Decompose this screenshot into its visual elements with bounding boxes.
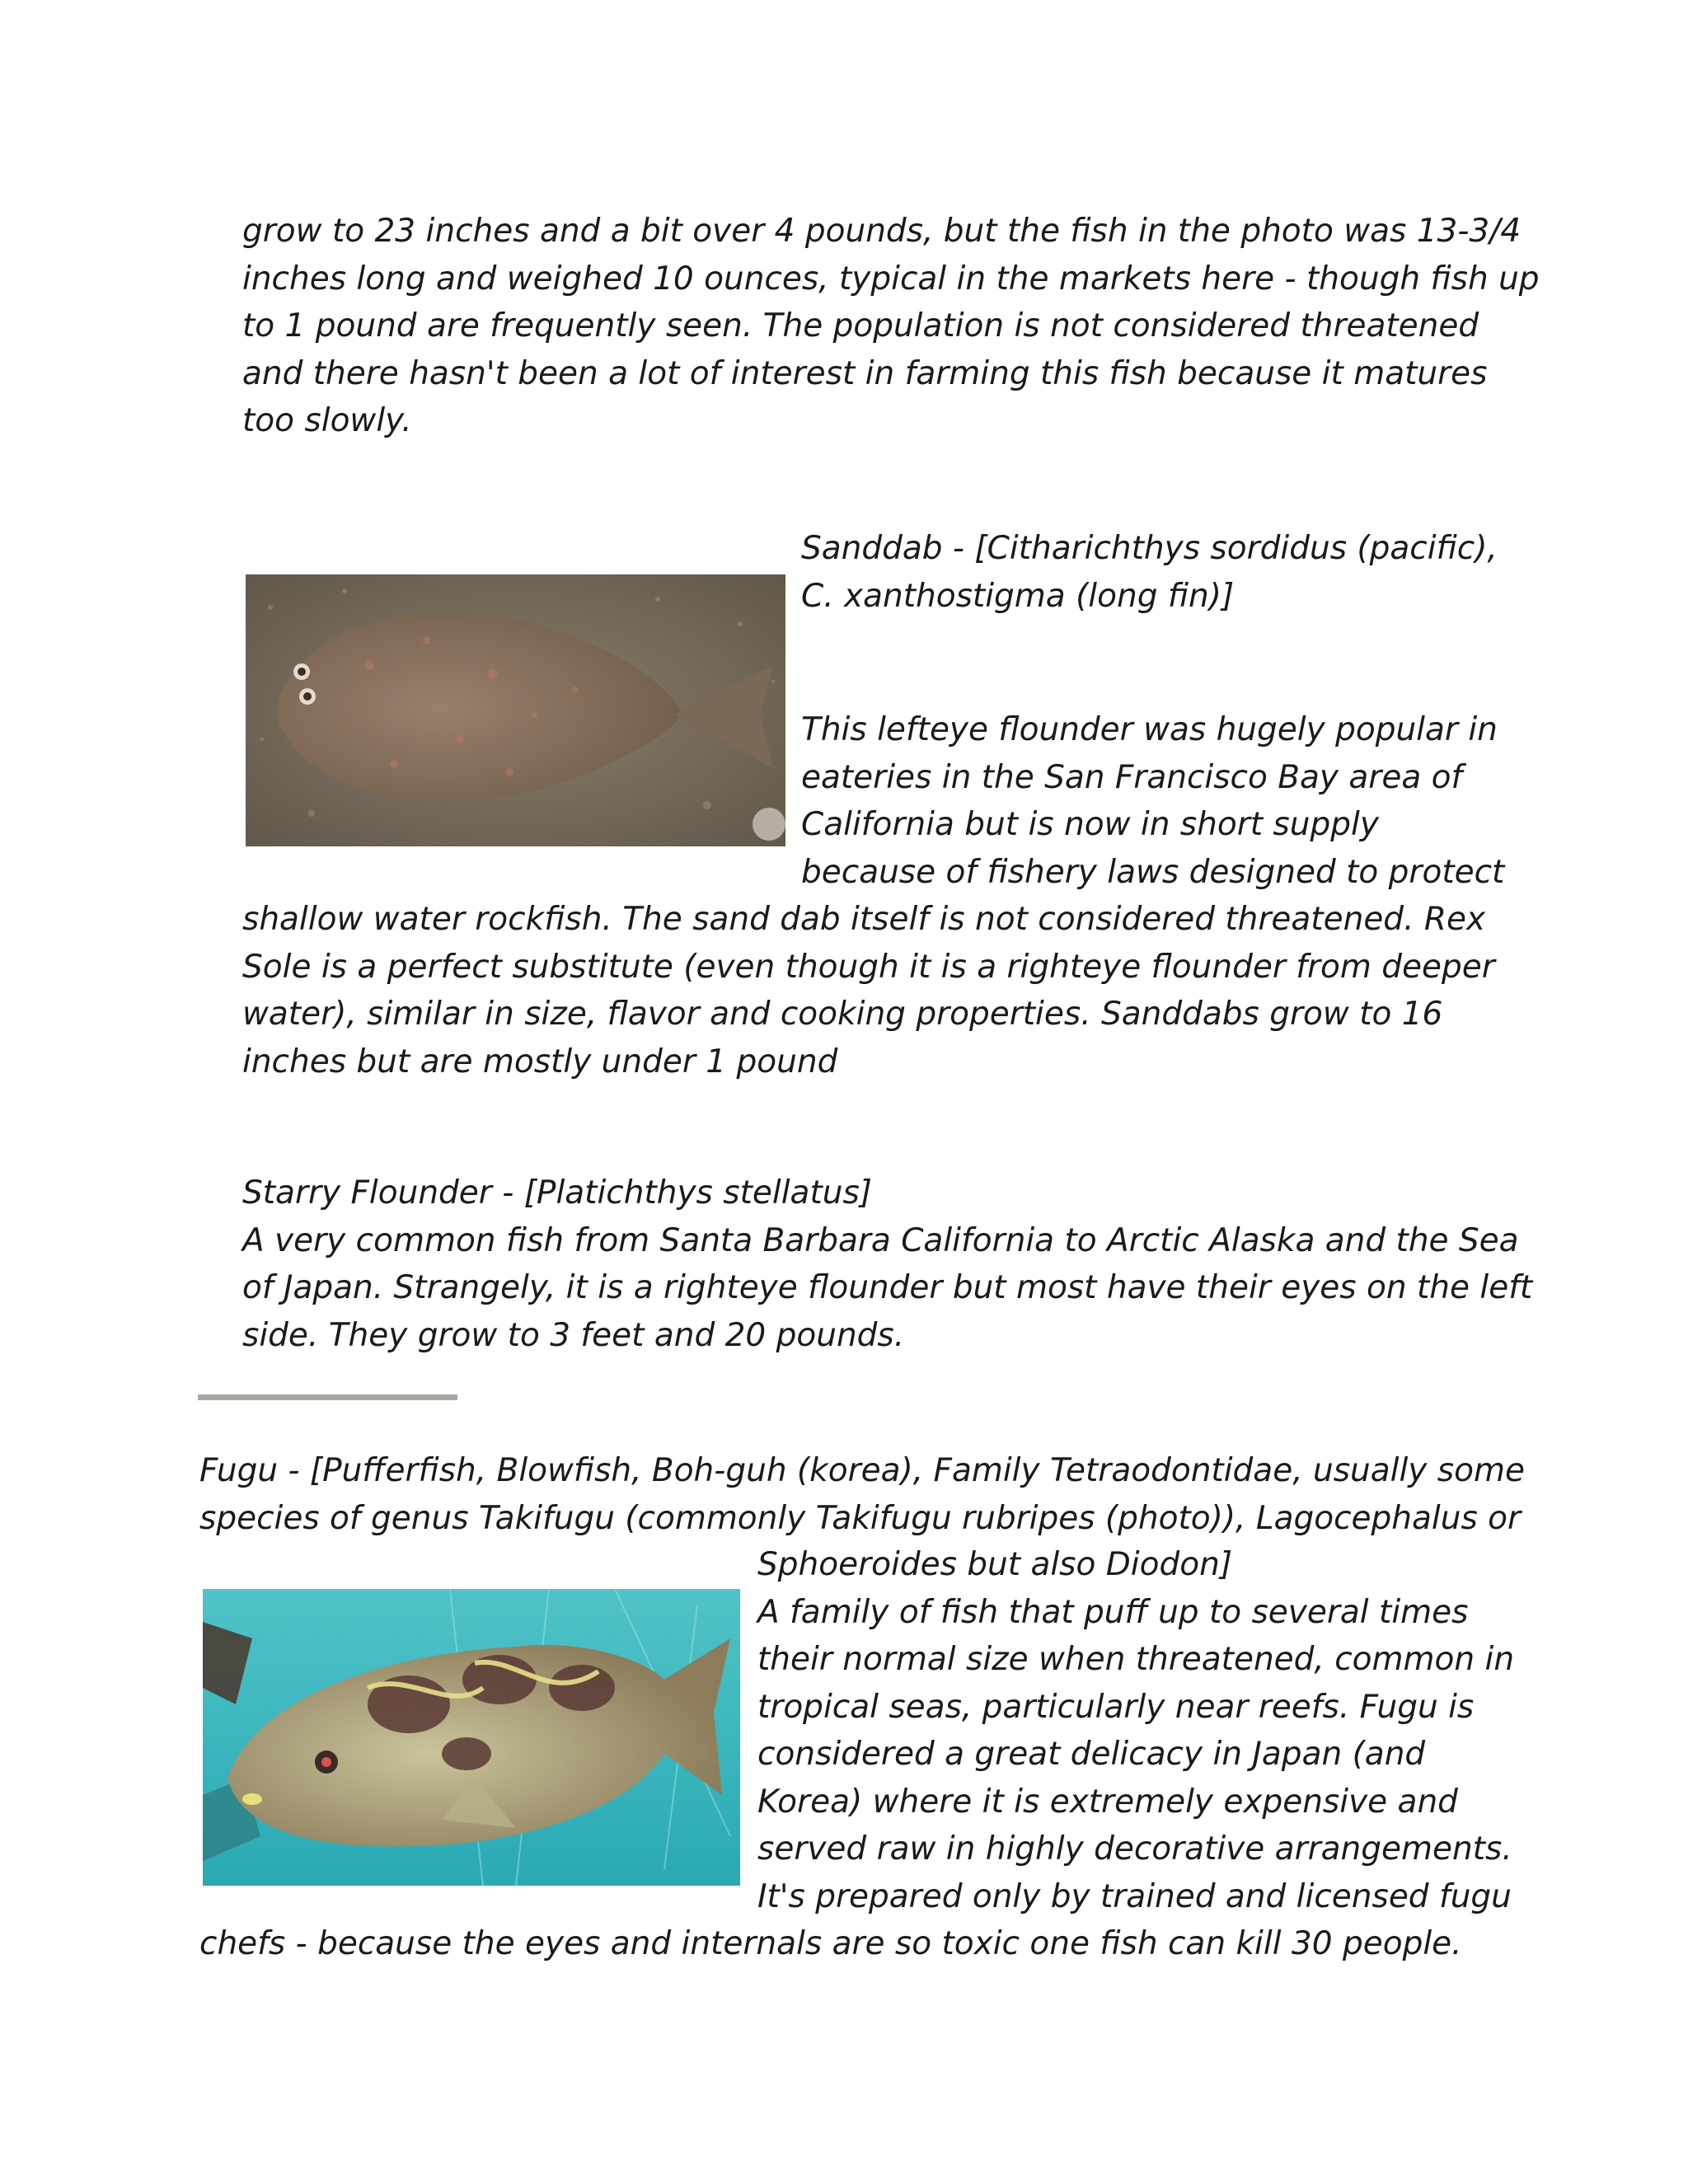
- fugu-heading-line: species of genus Takifugu (commonly Takifugu rubripes (photo)), Lagocephalus or: [199, 1499, 1522, 1537]
- intro-line: to 1 pound are frequently seen. The population is not considered threatened: [242, 307, 1479, 344]
- fugu-photo: [203, 1589, 740, 1886]
- sanddab-full-line: Sole is a perfect substitute (even though it is a righteye flounder from deeper: [242, 948, 1495, 986]
- sanddab-side-line: This lefteye flounder was hugely popular in: [801, 711, 1498, 748]
- sanddab-full-line: inches but are mostly under 1 pound: [242, 1043, 838, 1080]
- intro-line: too slowly.: [242, 402, 412, 439]
- section-divider: [198, 1394, 457, 1400]
- intro-line: grow to 23 inches and a bit over 4 pounds, but the fish in the photo was 13-3/4: [242, 213, 1522, 250]
- fugu-side-line: tropical seas, particularly near reefs. Fugu is: [757, 1688, 1475, 1726]
- sanddab-full-line: water), similar in size, flavor and cooking properties. Sanddabs grow to 16: [242, 996, 1443, 1033]
- starry-heading: Starry Flounder - [Platichthys stellatus]: [242, 1174, 872, 1212]
- fugu-side-text: [757, 1541, 1514, 1920]
- starry-line: A very common fish from Santa Barbara California to Arctic Alaska and the Sea: [242, 1221, 1519, 1259]
- starry-line: side. They grow to 3 feet and 20 pounds.: [242, 1316, 905, 1354]
- fugu-heading-line: Fugu - [Pufferfish, Blowfish, Boh-guh (korea), Family Tetraodontidae, usually some: [199, 1452, 1525, 1489]
- intro-line: inches long and weighed 10 ounces, typical in the markets here - though fish up: [242, 260, 1540, 298]
- sanddab-side-text: [801, 706, 1504, 896]
- fugu-side-line: their normal size when threatened, common in: [757, 1641, 1515, 1678]
- fugu-side-line: served raw in highly decorative arrangements.: [757, 1830, 1512, 1868]
- fugu-side-line: considered a great delicacy in Japan (and: [757, 1736, 1426, 1773]
- fugu-last-line: [199, 1920, 1462, 1968]
- sanddab-photo: [246, 574, 785, 846]
- sanddab-side-line: California but is now in short supply: [801, 806, 1379, 843]
- fugu-heading: [199, 1447, 1525, 1542]
- intro-line: and there hasn't been a lot of interest in farming this fish because it matures: [242, 354, 1488, 392]
- fugu-side-line: Sphoeroides but also Diodon]: [757, 1546, 1233, 1583]
- sanddab-full-line: shallow water rockfish. The sand dab itself is not considered threatened. Rex: [242, 901, 1486, 938]
- sanddab-side-line: eateries in the San Francisco Bay area of: [801, 758, 1463, 796]
- fugu-side-line: A family of fish that puff up to several times: [757, 1593, 1469, 1631]
- sanddab-side-line: because of fishery laws designed to protect: [801, 853, 1505, 891]
- sanddab-heading: [801, 525, 1498, 620]
- fugu-side-line: It's prepared only by trained and licensed fugu: [757, 1877, 1512, 1915]
- sanddab-heading-line: Sanddab - [Citharichthys sordidus (pacific),: [801, 530, 1498, 567]
- fugu-final-line: chefs - because the eyes and internals are so toxic one fish can kill 30 people.: [199, 1925, 1462, 1962]
- fugu-side-line: Korea) where it is extremely expensive and: [757, 1783, 1458, 1821]
- intro-paragraph: [242, 208, 1540, 445]
- starry-line: of Japan. Strangely, it is a righteye flounder but most have their eyes on the left: [242, 1269, 1533, 1306]
- sanddab-full-text: [242, 896, 1495, 1085]
- sanddab-heading-line: C. xanthostigma (long fin)]: [801, 577, 1235, 615]
- starry-flounder-section: [242, 1169, 1532, 1359]
